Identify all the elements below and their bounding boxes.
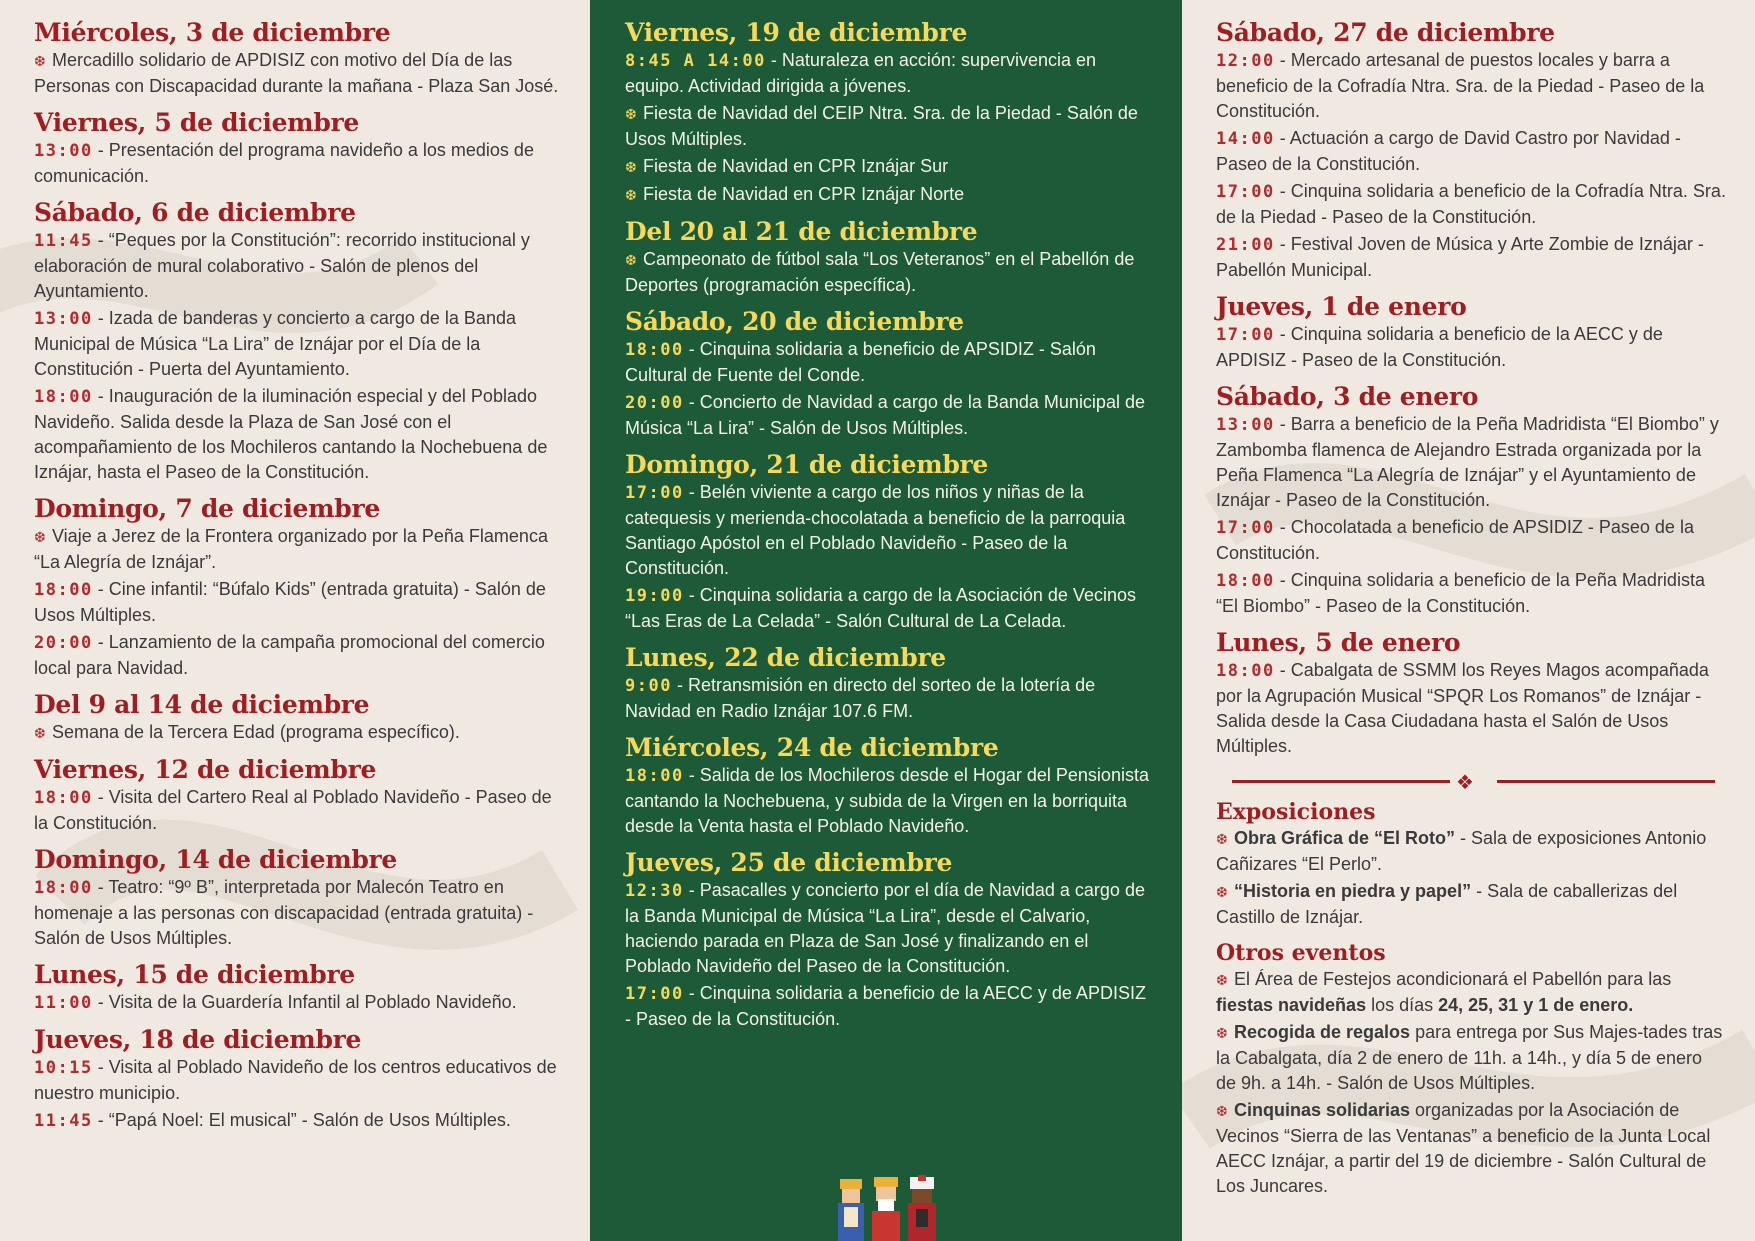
event-time: 9:00 <box>625 676 672 696</box>
day-block <box>34 690 568 746</box>
snowflake-icon: ❆ <box>1216 1103 1228 1119</box>
event-time: 17:00 <box>1216 182 1275 202</box>
other-events-section <box>1216 939 1727 1199</box>
day-date: Domingo, 7 de diciembre <box>34 494 380 523</box>
event-time: 13:00 <box>34 309 93 329</box>
day-block <box>34 845 568 951</box>
event-item: 11:45 - “Peques por la Constitución”: recorrido institucional y elaboración de mural colaborativo - Salón de plenos del Ayuntamiento. <box>34 230 530 301</box>
event-item: 17:00 - Cinquina solidaria a beneficio de la AECC y de APDISIZ - Paseo de la Constitución. <box>1216 324 1663 370</box>
event-time: 18:00 <box>1216 661 1275 681</box>
day-date: Domingo, 21 de diciembre <box>625 450 989 479</box>
event-time: 11:45 <box>34 1111 93 1131</box>
day-date: Jueves, 25 de diciembre <box>625 848 953 877</box>
snowflake-icon: ❆ <box>1216 1025 1228 1041</box>
event-time: 18:00 <box>625 340 684 360</box>
event-item: 13:00 - Izada de banderas y concierto a cargo de la Banda Municipal de Música “La Lira” de Iznájar por el Día de la Constitución - Puerta del Ayuntamiento. <box>34 308 516 379</box>
event-item: 8:45 A 14:00 - Naturaleza en acción: supervivencia en equipo. Actividad dirigida a jóvenes. <box>625 50 1097 96</box>
event-item: ❆ Mercadillo solidario de APDISIZ con motivo del Día de las Personas con Discapacidad durante la mañana - Plaza San José. <box>34 50 559 96</box>
day-block <box>1216 292 1727 373</box>
snowflake-icon: ❆ <box>1216 972 1228 988</box>
snowflake-icon: ❆ <box>34 529 46 545</box>
day-date: Del 9 al 14 de diciembre <box>34 690 370 719</box>
day-block <box>625 643 1152 724</box>
day-date: Del 20 al 21 de diciembre <box>625 217 978 246</box>
event-item: ❆ Fiesta de Navidad en CPR Iznájar Sur <box>625 154 1152 180</box>
day-block <box>625 733 1152 839</box>
exhibition-item: ❆ “Historia en piedra y papel” - Sala de caballerizas del Castillo de Iznájar. <box>1216 881 1678 927</box>
snowflake-icon: ❆ <box>1216 831 1228 847</box>
event-time: 18:00 <box>34 387 93 407</box>
snowflake-icon: ❆ <box>625 106 637 122</box>
day-block <box>1216 18 1727 283</box>
middle-column <box>590 0 1182 1241</box>
event-time: 18:00 <box>34 878 93 898</box>
event-time: 17:00 <box>625 984 684 1004</box>
event-item: 17:00 - Cinquina solidaria a beneficio de la AECC y de APDISIZ - Paseo de la Constitución. <box>625 983 1146 1029</box>
event-time: 11:00 <box>34 993 93 1013</box>
event-time: 20:00 <box>34 633 93 653</box>
exhibition-item: ❆ Obra Gráfica de “El Roto” - Sala de exposiciones Antonio Cañizares “El Perlo”. <box>1216 828 1707 874</box>
day-date: Miércoles, 24 de diciembre <box>625 733 999 762</box>
day-date: Lunes, 5 de enero <box>1216 628 1461 657</box>
divider-line <box>1497 780 1715 783</box>
event-item: 18:00 - Cinquina solidaria a beneficio de la Peña Madridista “El Biombo” - Paseo de la Constitución. <box>1216 570 1705 616</box>
event-item: ❆ Campeonato de fútbol sala “Los Veteranos” en el Pabellón de Deportes (programación específica). <box>625 249 1135 295</box>
event-time: 13:00 <box>1216 415 1275 435</box>
snowflake-icon: ❆ <box>625 187 637 203</box>
event-item: ❆ Fiesta de Navidad en CPR Iznájar Norte <box>625 182 1152 208</box>
event-item: ❆ Viaje a Jerez de la Frontera organizado por la Peña Flamenca “La Alegría de Iznájar”. <box>34 526 548 572</box>
event-item: 20:00 - Concierto de Navidad a cargo de la Banda Municipal de Música “La Lira” - Salón de Usos Múltiples. <box>625 392 1145 438</box>
day-block <box>625 18 1152 208</box>
day-block <box>34 960 568 1016</box>
other-event-item: ❆ Recogida de regalos para entrega por Sus Majes-tades tras la Cabalgata, día 2 de enero de 11h. a 14h., y día 5 de enero de 9h. a 14h. - Salón de Usos Múltiples. <box>1216 1022 1723 1093</box>
day-date: Sábado, 3 de enero <box>1216 382 1479 411</box>
event-item: 17:00 - Chocolatada a beneficio de APSIDIZ - Paseo de la Constitución. <box>1216 517 1694 563</box>
event-time: 17:00 <box>1216 325 1275 345</box>
event-item: 18:00 - Cinquina solidaria a beneficio de APSIDIZ - Salón Cultural de Fuente del Conde. <box>625 339 1096 385</box>
day-block <box>625 450 1152 634</box>
event-item: 17:00 - Cinquina solidaria a beneficio de la Cofradía Ntra. Sra. de la Piedad - Paseo de la Constitución. <box>1216 181 1726 227</box>
event-time: 11:45 <box>34 231 93 251</box>
event-item: ❆ Semana de la Tercera Edad (programa específico). <box>34 720 568 746</box>
event-item: 12:00 - Mercado artesanal de puestos locales y barra a beneficio de la Cofradía Ntra. Sra. de la Piedad - Paseo de la Constitución. <box>1216 50 1705 121</box>
event-time: 17:00 <box>1216 518 1275 538</box>
event-time: 10:15 <box>34 1058 93 1078</box>
day-block <box>1216 628 1727 759</box>
snowflake-icon: ❆ <box>625 159 637 175</box>
day-date: Sábado, 6 de diciembre <box>34 198 356 227</box>
event-item: ❆ Fiesta de Navidad del CEIP Ntra. Sra. de la Piedad - Salón de Usos Múltiples. <box>625 103 1138 149</box>
day-date: Sábado, 27 de diciembre <box>1216 18 1555 47</box>
event-item: 10:15 - Visita al Poblado Navideño de los centros educativos de nuestro municipio. <box>34 1057 557 1103</box>
event-item: 9:00 - Retransmisión en directo del sorteo de la lotería de Navidad en Radio Iznájar 107.6 FM. <box>625 675 1096 721</box>
day-block <box>34 755 568 836</box>
event-item: 18:00 - Salida de los Mochileros desde el Hogar del Pensionista cantando la Nochebuena, y subida de la Virgen en la borriquita desde la Venta hasta el Poblado Navideño. <box>625 765 1149 836</box>
event-time: 18:00 <box>625 766 684 786</box>
day-date: Domingo, 14 de diciembre <box>34 845 398 874</box>
exhibitions-title: Exposiciones <box>1216 799 1376 825</box>
event-time: 18:00 <box>34 580 93 600</box>
event-item: 21:00 - Festival Joven de Música y Arte Zombie de Iznájar - Pabellón Municipal. <box>1216 234 1704 280</box>
event-item: 14:00 - Actuación a cargo de David Castro por Navidad - Paseo de la Constitución. <box>1216 128 1681 174</box>
event-item: 12:30 - Pasacalles y concierto por el día de Navidad a cargo de la Banda Municipal de Música “La Lira”, desde el Calvario, haciendo parada en Plaza de San José y finalizando en el Poblado Navideño del Paseo de la Constitución. <box>625 880 1145 976</box>
day-block <box>34 108 568 189</box>
snowflake-icon: ❆ <box>1216 884 1228 900</box>
day-block <box>34 1025 568 1134</box>
event-item: 18:00 - Cabalgata de SSMM los Reyes Magos acompañada por la Agrupación Musical “SPQR Los Romanos” de Iznájar - Salida desde la Casa Ciudadana hasta el Salón de Usos Múltiples. <box>1216 660 1709 756</box>
other-event-item: ❆ El Área de Festejos acondicionará el Pabellón para las fiestas navideñas los días 24, 25, 31 y 1 de enero. <box>1216 969 1672 1015</box>
event-item: 19:00 - Cinquina solidaria a cargo de la Asociación de Vecinos “Las Eras de La Celada” - Salón Cultural de La Celada. <box>625 585 1136 631</box>
day-block <box>1216 382 1727 619</box>
divider-line <box>1232 780 1450 783</box>
day-date: Jueves, 18 de diciembre <box>34 1025 362 1054</box>
day-date: Viernes, 5 de diciembre <box>34 108 359 137</box>
day-date: Miércoles, 3 de diciembre <box>34 18 391 47</box>
other-events-title: Otros eventos <box>1216 940 1386 966</box>
exhibitions-section <box>1216 798 1727 930</box>
day-block <box>625 848 1152 1032</box>
event-item: 18:00 - Teatro: “9º B”, interpretada por Malecón Teatro en homenaje a las personas con discapacidad (entrada gratuita) - Salón de Usos Múltiples. <box>34 877 534 948</box>
snowflake-icon: ❆ <box>625 252 637 268</box>
event-time: 13:00 <box>34 141 93 161</box>
event-item: 17:00 - Belén viviente a cargo de los niños y niñas de la catequesis y merienda-chocolatada a beneficio de la parroquia Santiago Apóstol en el Poblado Navideño - Paseo de la Constitución. <box>625 482 1126 578</box>
event-time: 18:00 <box>1216 571 1275 591</box>
event-time: 21:00 <box>1216 235 1275 255</box>
snowflake-icon: ❆ <box>34 725 46 741</box>
other-event-item: ❆ Cinquinas solidarias organizadas por la Asociación de Vecinos “Sierra de las Ventanas” a beneficio de la Junta Local AECC Iznájar, a partir del 19 de diciembre - Salón Cultural de Los Juncares. <box>1216 1100 1711 1196</box>
diamond-icon: ❖ <box>1456 772 1474 794</box>
event-time: 12:30 <box>625 881 684 901</box>
event-item: 11:45 - “Papá Noel: El musical” - Salón de Usos Múltiples. <box>34 1110 511 1131</box>
right-column <box>1182 0 1755 1241</box>
day-date: Sábado, 20 de diciembre <box>625 307 964 336</box>
day-block <box>34 494 568 681</box>
event-time: 17:00 <box>625 483 684 503</box>
day-block <box>625 217 1152 298</box>
day-date: Lunes, 15 de diciembre <box>34 960 355 989</box>
event-item: 11:00 - Visita de la Guardería Infantil al Poblado Navideño. <box>34 992 517 1013</box>
event-time: 8:45 A 14:00 <box>625 51 766 71</box>
day-block <box>34 198 568 485</box>
event-item: 20:00 - Lanzamiento de la campaña promocional del comercio local para Navidad. <box>34 632 545 678</box>
day-block <box>34 18 568 99</box>
event-item: 18:00 - Inauguración de la iluminación especial y del Poblado Navideño. Salida desde la Plaza de San José con el acompañamiento de los Mochileros cantando la Nochebuena de Iznájar, hasta el Paseo de la Constitución. <box>34 386 548 482</box>
day-date: Viernes, 19 de diciembre <box>625 18 968 47</box>
day-date: Lunes, 22 de diciembre <box>625 643 946 672</box>
day-block <box>625 307 1152 441</box>
section-divider <box>1216 768 1727 794</box>
left-column <box>0 0 590 1241</box>
event-item: 13:00 - Presentación del programa navideño a los medios de comunicación. <box>34 140 534 186</box>
event-time: 20:00 <box>625 393 684 413</box>
event-time: 18:00 <box>34 788 93 808</box>
event-item: 13:00 - Barra a beneficio de la Peña Madridista “El Biombo” y Zambomba flamenca de Alejandro Estrada organizada por la Peña Flamenca “La Alegría de Iznájar” y el Ayuntamiento de Iznájar - Paseo de la Constitución. <box>1216 414 1719 510</box>
three-kings-icon <box>834 1169 938 1241</box>
event-time: 19:00 <box>625 586 684 606</box>
event-time: 14:00 <box>1216 129 1275 149</box>
event-item: 18:00 - Cine infantil: “Búfalo Kids” (entrada gratuita) - Salón de Usos Múltiples. <box>34 579 546 625</box>
day-date: Jueves, 1 de enero <box>1216 292 1467 321</box>
snowflake-icon: ❆ <box>34 53 46 69</box>
event-time: 12:00 <box>1216 51 1275 71</box>
event-item: 18:00 - Visita del Cartero Real al Poblado Navideño - Paseo de la Constitución. <box>34 787 552 833</box>
day-date: Viernes, 12 de diciembre <box>34 755 377 784</box>
